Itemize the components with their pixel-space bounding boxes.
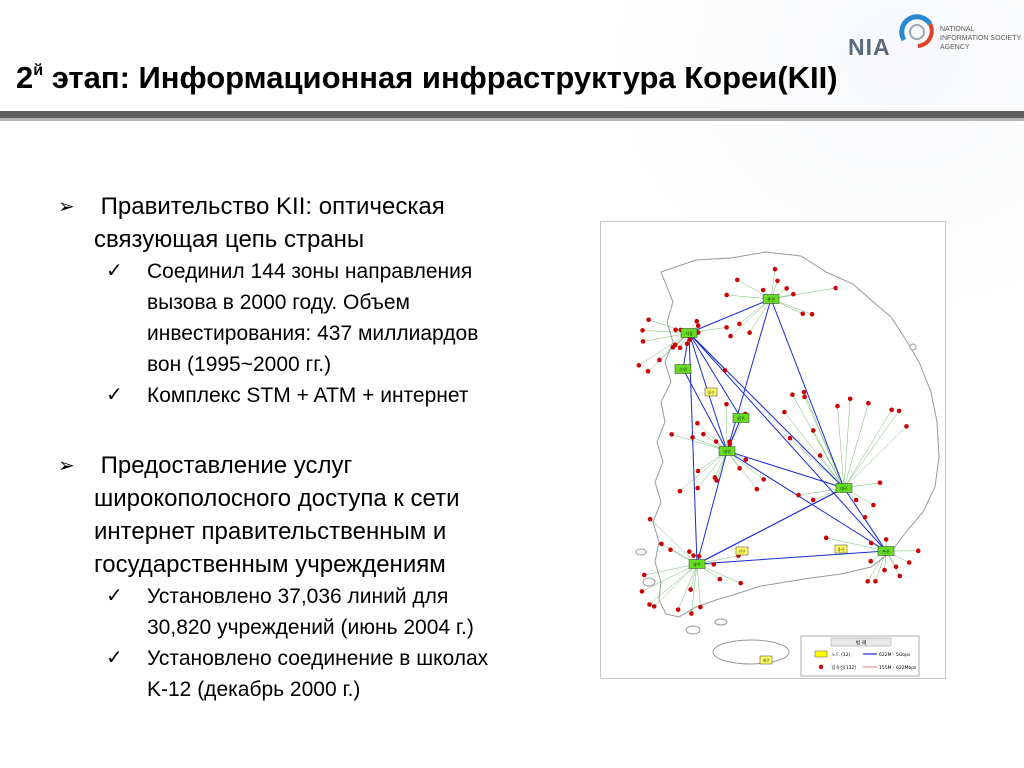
access-node bbox=[689, 611, 694, 616]
hub-label: 수원 bbox=[679, 367, 687, 372]
heading-2-line-3: интернет правительственным и bbox=[94, 518, 447, 545]
title-text: этап: Информационная инфраструктура Кореи(KII) bbox=[43, 60, 838, 95]
access-node bbox=[884, 537, 889, 542]
list-item bbox=[58, 380, 578, 411]
map-legend bbox=[801, 636, 919, 676]
access-node bbox=[894, 564, 899, 569]
access-node bbox=[698, 605, 703, 610]
legend-title: 범 례 bbox=[855, 640, 867, 647]
access-node bbox=[714, 478, 719, 483]
access-node bbox=[796, 493, 801, 498]
check-bullet-icon: ✓ bbox=[106, 647, 123, 669]
check-bullet-icon: ✓ bbox=[106, 585, 123, 607]
access-node bbox=[728, 334, 733, 339]
access-node bbox=[868, 559, 873, 564]
hub-label: 광주 bbox=[693, 562, 701, 567]
access-node bbox=[824, 536, 829, 541]
access-node bbox=[811, 428, 816, 433]
hub-label: 울산 bbox=[837, 547, 845, 552]
access-node bbox=[652, 604, 657, 609]
access-node bbox=[897, 574, 902, 579]
access-node bbox=[678, 489, 683, 494]
hub-label: 서울 bbox=[685, 331, 693, 336]
arrow-bullet-icon: ➢ bbox=[58, 196, 75, 218]
access-node bbox=[904, 424, 909, 429]
item-line: Установлено 37,036 линий для bbox=[147, 585, 449, 608]
access-node bbox=[791, 292, 796, 297]
access-node bbox=[866, 401, 871, 406]
access-node bbox=[882, 568, 887, 573]
legend-point-swatch bbox=[819, 665, 823, 669]
access-node bbox=[712, 562, 717, 567]
access-node bbox=[694, 319, 699, 324]
item-line: Установлено соединение в школах bbox=[147, 647, 489, 670]
logo-abbr: NIA bbox=[848, 34, 891, 60]
access-node bbox=[724, 293, 729, 298]
access-node bbox=[811, 498, 816, 503]
legend-item: 622M - 5Gbps bbox=[879, 653, 911, 658]
access-node bbox=[648, 517, 653, 522]
access-node bbox=[695, 486, 700, 491]
access-node bbox=[641, 339, 646, 344]
access-node bbox=[673, 327, 678, 332]
list-item bbox=[58, 256, 578, 380]
network-map-svg bbox=[601, 222, 945, 678]
item-line: K-12 (декабрь 2000 г.) bbox=[147, 678, 361, 701]
heading-2-line-2: широкополосного доступа к сети bbox=[94, 485, 460, 512]
item-line: 30,820 учреждений (июнь 2004 г.) bbox=[147, 616, 474, 639]
access-node bbox=[810, 312, 815, 317]
logo-agency-name bbox=[940, 25, 1021, 52]
access-node bbox=[907, 560, 912, 565]
list-item bbox=[58, 643, 578, 705]
access-node bbox=[724, 402, 729, 407]
access-node bbox=[659, 542, 664, 547]
hub-label: 대전 bbox=[723, 449, 731, 454]
access-node bbox=[775, 279, 780, 284]
access-node bbox=[833, 286, 838, 291]
item-line: Комплекс STM + ATM + интернет bbox=[147, 384, 469, 407]
logo-ring-icon bbox=[896, 10, 938, 52]
access-node bbox=[688, 587, 693, 592]
legend-item: 155M - 622Mbps bbox=[879, 666, 917, 671]
access-node bbox=[695, 421, 700, 426]
access-node bbox=[727, 442, 732, 447]
hub-label: 청주 bbox=[707, 390, 715, 395]
item-line: вызова в 2000 году. Объем bbox=[147, 291, 410, 314]
logo-line-2: INFORMATION SOCIETY bbox=[940, 35, 1022, 42]
hub-label: 대구 bbox=[840, 486, 848, 491]
legend-node-swatch bbox=[815, 651, 827, 657]
title-number: 2 bbox=[16, 60, 34, 95]
title-suffix: й bbox=[33, 62, 44, 79]
access-node bbox=[818, 453, 823, 458]
access-node bbox=[835, 404, 840, 409]
item-line: Соединил 144 зоны направления bbox=[147, 260, 473, 283]
hub-label: 부산 bbox=[882, 549, 890, 554]
access-node bbox=[690, 435, 695, 440]
section-heading-2 bbox=[58, 449, 578, 581]
item-line: инвестирования: 437 миллиардов bbox=[147, 322, 479, 345]
access-node bbox=[646, 369, 651, 374]
access-node bbox=[848, 396, 853, 401]
access-node bbox=[790, 392, 795, 397]
hub-label: 원주 bbox=[737, 416, 745, 421]
access-node bbox=[668, 547, 673, 552]
access-node bbox=[761, 288, 766, 293]
access-node bbox=[889, 407, 894, 412]
heading-2-line-1: Предоставление услуг bbox=[100, 452, 353, 479]
access-node bbox=[701, 432, 706, 437]
access-node bbox=[737, 322, 742, 327]
hub-label: 춘천 bbox=[767, 297, 775, 302]
access-node bbox=[873, 579, 878, 584]
arrow-bullet-icon: ➢ bbox=[58, 455, 75, 477]
access-node bbox=[688, 337, 693, 342]
access-node bbox=[755, 487, 760, 492]
korea-network-map bbox=[600, 221, 946, 679]
access-node bbox=[878, 480, 883, 485]
access-node bbox=[691, 553, 696, 558]
logo-line-1: NATIONAL bbox=[940, 26, 975, 33]
access-node bbox=[697, 554, 702, 559]
access-node bbox=[788, 436, 793, 441]
access-node bbox=[637, 363, 642, 368]
access-node bbox=[871, 503, 876, 508]
access-node bbox=[916, 549, 921, 554]
access-node bbox=[714, 439, 719, 444]
access-node bbox=[678, 346, 683, 351]
access-node bbox=[696, 469, 701, 474]
access-node bbox=[784, 286, 789, 291]
access-node bbox=[640, 589, 645, 594]
access-node bbox=[737, 466, 742, 471]
heading-1-line-1: Правительство KII: оптическая bbox=[100, 193, 445, 220]
access-node bbox=[854, 498, 859, 503]
access-node bbox=[743, 457, 748, 462]
access-node bbox=[800, 311, 805, 316]
access-node bbox=[676, 607, 681, 612]
hub-label: 제주 bbox=[762, 658, 770, 663]
legend-item: 노드 (12) bbox=[831, 653, 851, 658]
access-node bbox=[802, 395, 807, 400]
logo-line-3: AGENCY bbox=[940, 44, 970, 51]
access-node bbox=[642, 573, 647, 578]
slide-title bbox=[16, 60, 838, 96]
heading-1-line-2: связующая цепь страны bbox=[94, 226, 365, 253]
access-node bbox=[897, 409, 902, 414]
access-node bbox=[724, 325, 729, 330]
access-node bbox=[723, 368, 728, 373]
access-node bbox=[685, 341, 690, 346]
section-heading-1 bbox=[58, 190, 578, 256]
access-node bbox=[647, 602, 652, 607]
list-item bbox=[58, 581, 578, 643]
item-line: вон (1995~2000 гг.) bbox=[147, 353, 332, 376]
access-node bbox=[802, 390, 807, 395]
title-divider bbox=[0, 111, 1024, 118]
check-bullet-icon: ✓ bbox=[106, 260, 123, 282]
access-node bbox=[773, 267, 778, 272]
access-node bbox=[671, 345, 676, 350]
access-node bbox=[669, 432, 674, 437]
access-node bbox=[869, 541, 874, 546]
access-node bbox=[865, 579, 870, 584]
access-node bbox=[761, 477, 766, 482]
access-node bbox=[640, 328, 645, 333]
hub-label: 전주 bbox=[738, 549, 746, 554]
access-node bbox=[735, 278, 740, 283]
access-node bbox=[718, 577, 723, 582]
legend-item: 접속점(132) bbox=[831, 666, 857, 671]
heading-2-line-4: государственным учреждениям bbox=[94, 551, 446, 578]
title-divider-shadow bbox=[0, 118, 1024, 121]
access-node bbox=[687, 549, 692, 554]
access-node bbox=[782, 410, 787, 415]
bullet-content bbox=[58, 190, 578, 705]
access-node bbox=[863, 515, 868, 520]
nia-logo bbox=[846, 6, 1024, 66]
access-node bbox=[646, 317, 651, 322]
check-bullet-icon: ✓ bbox=[106, 384, 123, 406]
access-node bbox=[738, 581, 743, 586]
access-node bbox=[696, 323, 701, 328]
access-node bbox=[747, 330, 752, 335]
access-node bbox=[657, 358, 662, 363]
